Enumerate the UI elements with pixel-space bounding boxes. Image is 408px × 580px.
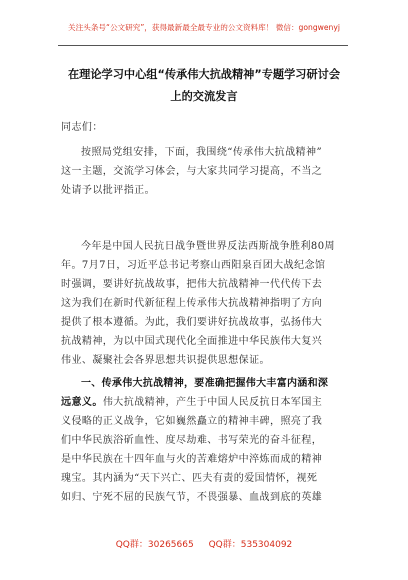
- footer-qq-group-1: QQ群：30265665: [115, 540, 194, 550]
- text-line: 抗战精神，为以中国式现代化全面推进中华民族伟大复兴: [61, 336, 323, 347]
- text-line: 按照局党组安排，下面，我围绕“传承伟大抗战精神”: [81, 147, 323, 158]
- section-text: 伟大抗战精神，产生于中国人民反抗日本军国主: [102, 397, 323, 408]
- title-line-2: 上的交流发言: [170, 90, 238, 103]
- text-line: 提供了根本遵循。为此，我们要讲好抗战故事，弘扬伟大: [61, 317, 323, 328]
- header-divider: [58, 45, 348, 46]
- paragraph-1: [61, 143, 351, 200]
- footer-contact: [0, 537, 408, 550]
- text-line: 今年是中国人民抗日战争暨世界反法西斯战争胜利80周: [81, 241, 335, 252]
- text-line: 是中华民族在十四年血与火的苦难熔炉中淬炼而成的精神: [61, 454, 323, 465]
- section-1: [61, 374, 351, 507]
- section-heading-tail: 远意义。: [61, 397, 103, 408]
- text-line: 伟业、凝聚社会各界思想共识提供思想保证。: [61, 355, 270, 366]
- salutation-block: [61, 118, 351, 137]
- text-line: 时强调，要讲好抗战故事，把伟大抗战精神一代代传下去: [61, 279, 323, 290]
- title-line-1: 在理论学习中心组“传承伟大抗战精神”专题学习研讨会: [67, 68, 341, 81]
- text-line: 处请予以批评指正。: [61, 185, 156, 196]
- text-line: 如归、宁死不屈的民族气节，不畏强暴、血战到底的英雄: [61, 492, 323, 503]
- footer-qq-group-2: QQ群：535304092: [208, 540, 293, 550]
- text-line: 这一主题，交流学习体会，与大家共同学习提高，不当之: [61, 166, 323, 177]
- text-line: 年。7月7日，习近平总书记考察山西阳泉百团大战纪念馆: [61, 260, 326, 271]
- salutation: 同志们：: [61, 122, 103, 133]
- header-banner: 关注头条号“公文研究”，获得最新最全最专业的公文资料库！ 微信：gongwenyj: [68, 23, 340, 32]
- text-line: 这为我们在新时代新征程上传承伟大抗战精神指明了方向: [61, 298, 323, 309]
- paragraph-2: [61, 237, 351, 370]
- text-line: 们中华民族浴斫血性、度尽劫难、书写荣光的奋斗征程，: [61, 435, 323, 446]
- text-line: 义侵略的正义战争，它如巍然矗立的精神丰碑，照亮了我: [61, 416, 323, 427]
- text-line: [61, 393, 351, 412]
- document-title: [58, 64, 350, 108]
- text-line: 瑰宝。其内涵为“天下兴亡、匹夫有责的爱国情怀，视死: [61, 473, 318, 484]
- section-heading-line: 一、传承伟大抗战精神，要准确把握伟大丰富内涵和深: [81, 378, 329, 389]
